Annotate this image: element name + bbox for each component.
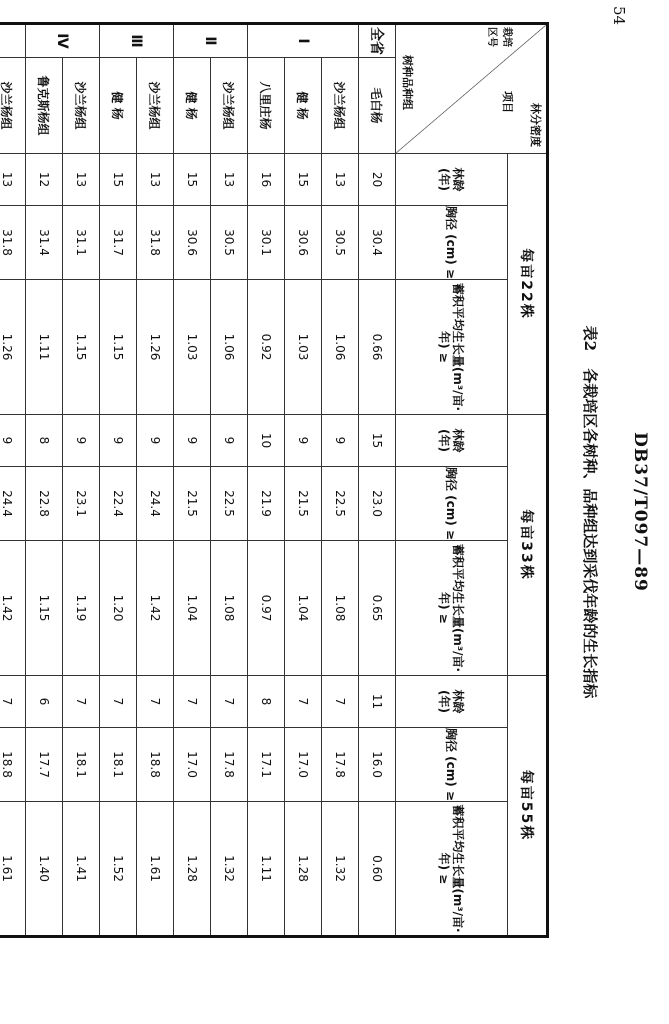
dbh-cell: 30.4: [359, 206, 396, 280]
dbh-cell: 30.6: [174, 206, 211, 280]
dbh-cell: 30.5: [322, 206, 359, 280]
table-row: [322, 24, 359, 937]
growth-cell: 1.04: [174, 541, 211, 676]
age-cell: 7: [63, 676, 100, 728]
growth-cell: 1.04: [285, 541, 322, 676]
growth-cell: 1.11: [26, 280, 63, 415]
dbh-cell: 17.8: [211, 728, 248, 802]
growth-cell: 1.32: [322, 802, 359, 937]
growth-header: 蓄积平均生长量(m³/亩·年) ≥: [396, 802, 508, 937]
growth-cell: 1.15: [26, 541, 63, 676]
growth-cell: 0.97: [248, 541, 285, 676]
dbh-cell: 18.1: [100, 728, 137, 802]
age-cell: 15: [359, 415, 396, 467]
growth-index-table: [0, 22, 549, 938]
age-cell: 9: [285, 415, 322, 467]
group-cell: 鲁克斯杨组: [26, 58, 63, 154]
age-cell: 15: [174, 154, 211, 206]
age-cell: 9: [137, 415, 174, 467]
dbh-cell: 16.0: [359, 728, 396, 802]
table-row: [0, 24, 26, 937]
table-title: 各栽培区各树种、品种组达到采伐年龄的生长指标: [581, 368, 599, 699]
growth-cell: 1.06: [211, 280, 248, 415]
growth-cell: 1.40: [26, 802, 63, 937]
diag-top-label: 林分密度: [529, 103, 542, 147]
age-cell: 7: [100, 676, 137, 728]
growth-header: 蓄积平均生长量(m³/亩·年) ≥: [396, 541, 508, 676]
age-cell: 6: [26, 676, 63, 728]
dbh-cell: 24.4: [0, 467, 26, 541]
growth-cell: 1.26: [0, 280, 26, 415]
table-body: [0, 24, 396, 937]
district-cell: [0, 24, 26, 58]
dbh-cell: 22.8: [26, 467, 63, 541]
growth-cell: 0.65: [359, 541, 396, 676]
age-cell: 12: [26, 154, 63, 206]
growth-cell: 1.11: [248, 802, 285, 937]
dbh-cell: 24.4: [137, 467, 174, 541]
dbh-cell: 18.8: [0, 728, 26, 802]
group-cell: 健 杨: [174, 58, 211, 154]
density-33-header: 每亩33株: [508, 415, 548, 676]
growth-cell: 1.61: [0, 802, 26, 937]
growth-cell: 1.42: [137, 541, 174, 676]
growth-cell: 1.32: [211, 802, 248, 937]
diag-left-label: 栽培区号: [486, 27, 512, 47]
group-cell: 毛白杨: [359, 58, 396, 154]
dbh-cell: 17.7: [26, 728, 63, 802]
district-cell: Ⅰ: [248, 24, 359, 58]
dbh-cell: 23.0: [359, 467, 396, 541]
age-header: 林龄 (年): [396, 154, 508, 206]
growth-cell: 1.52: [100, 802, 137, 937]
age-cell: 9: [174, 415, 211, 467]
growth-cell: 1.08: [211, 541, 248, 676]
age-cell: 9: [63, 415, 100, 467]
dbh-cell: 31.1: [63, 206, 100, 280]
district-cell: 全省: [359, 24, 396, 58]
group-cell: 八里庄杨: [248, 58, 285, 154]
dbh-cell: 22.5: [322, 467, 359, 541]
age-cell: 11: [359, 676, 396, 728]
age-cell: 10: [248, 415, 285, 467]
diag-mid-label: 项目: [501, 91, 514, 113]
growth-cell: 1.20: [100, 541, 137, 676]
growth-cell: 0.60: [359, 802, 396, 937]
dbh-cell: 31.4: [26, 206, 63, 280]
page-number: 54: [610, 6, 628, 26]
district-cell: Ⅳ: [26, 24, 100, 58]
dbh-cell: 31.8: [0, 206, 26, 280]
growth-cell: 1.61: [137, 802, 174, 937]
table-row: [63, 24, 100, 937]
age-cell: 7: [285, 676, 322, 728]
growth-cell: 1.41: [63, 802, 100, 937]
dbh-cell: 30.5: [211, 206, 248, 280]
dbh-cell: 17.8: [322, 728, 359, 802]
district-cell: Ⅲ: [100, 24, 174, 58]
standard-code: DB37/T097—89: [630, 432, 650, 592]
group-cell: 沙兰杨组: [63, 58, 100, 154]
age-cell: 13: [322, 154, 359, 206]
table-row: [174, 24, 211, 937]
age-cell: 9: [100, 415, 137, 467]
dbh-cell: 18.1: [63, 728, 100, 802]
growth-cell: 1.08: [322, 541, 359, 676]
age-cell: 20: [359, 154, 396, 206]
group-cell: 沙兰杨组: [322, 58, 359, 154]
table-row: [359, 24, 396, 937]
table-caption: [575, 8, 605, 1016]
dbh-cell: 31.8: [137, 206, 174, 280]
growth-cell: 1.19: [63, 541, 100, 676]
age-cell: 7: [211, 676, 248, 728]
growth-cell: 1.26: [137, 280, 174, 415]
group-cell: 健 杨: [100, 58, 137, 154]
dbh-cell: 22.5: [211, 467, 248, 541]
group-cell: 健 杨: [285, 58, 322, 154]
dbh-cell: 23.1: [63, 467, 100, 541]
age-cell: 8: [248, 676, 285, 728]
age-cell: 9: [0, 415, 26, 467]
table-row: [100, 24, 137, 937]
dbh-cell: 22.4: [100, 467, 137, 541]
growth-cell: 1.28: [285, 802, 322, 937]
table-row: [285, 24, 322, 937]
dbh-cell: 30.6: [285, 206, 322, 280]
rotated-page: [0, 8, 655, 1016]
dbh-cell: 21.5: [174, 467, 211, 541]
growth-header: 蓄积平均生长量(m³/亩·年) ≥: [396, 280, 508, 415]
age-cell: 13: [0, 154, 26, 206]
growth-cell: 0.92: [248, 280, 285, 415]
age-cell: 7: [322, 676, 359, 728]
age-cell: 8: [26, 415, 63, 467]
diag-bottom-label: 树种品种组: [401, 55, 414, 110]
dbh-header: 胸径 (cm) ≥: [396, 728, 508, 802]
group-cell: 沙兰杨组: [211, 58, 248, 154]
growth-cell: 1.06: [322, 280, 359, 415]
table-row: [248, 24, 285, 937]
diagonal-header-cell: [396, 24, 548, 154]
density-22-header: 每亩22株: [508, 154, 548, 415]
dbh-header: 胸径 (cm) ≥: [396, 467, 508, 541]
group-cell: 沙兰杨组: [0, 58, 26, 154]
age-cell: 9: [211, 415, 248, 467]
age-cell: 15: [285, 154, 322, 206]
table-label: 表2: [581, 325, 599, 352]
age-header: 林龄 (年): [396, 676, 508, 728]
age-cell: 7: [0, 676, 26, 728]
age-cell: 15: [100, 154, 137, 206]
age-header: 林龄 (年): [396, 415, 508, 467]
growth-cell: 1.28: [174, 802, 211, 937]
age-cell: 13: [211, 154, 248, 206]
dbh-header: 胸径 (cm) ≥: [396, 206, 508, 280]
growth-cell: 0.66: [359, 280, 396, 415]
dbh-cell: 18.8: [137, 728, 174, 802]
density-55-header: 每亩55株: [508, 676, 548, 937]
table-row: [211, 24, 248, 937]
dbh-cell: 17.1: [248, 728, 285, 802]
dbh-cell: 17.0: [174, 728, 211, 802]
dbh-cell: 30.1: [248, 206, 285, 280]
age-cell: 7: [174, 676, 211, 728]
dbh-cell: 21.5: [285, 467, 322, 541]
district-cell: Ⅱ: [174, 24, 248, 58]
age-cell: 7: [137, 676, 174, 728]
growth-cell: 1.15: [100, 280, 137, 415]
age-cell: 16: [248, 154, 285, 206]
growth-cell: 1.03: [174, 280, 211, 415]
growth-cell: 1.15: [63, 280, 100, 415]
dbh-cell: 31.7: [100, 206, 137, 280]
dbh-cell: 17.0: [285, 728, 322, 802]
table-row: [26, 24, 63, 937]
dbh-cell: 21.9: [248, 467, 285, 541]
growth-cell: 1.03: [285, 280, 322, 415]
age-cell: 13: [63, 154, 100, 206]
growth-cell: 1.42: [0, 541, 26, 676]
age-cell: 9: [322, 415, 359, 467]
group-cell: 沙兰杨组: [137, 58, 174, 154]
table-row: [137, 24, 174, 937]
age-cell: 13: [137, 154, 174, 206]
